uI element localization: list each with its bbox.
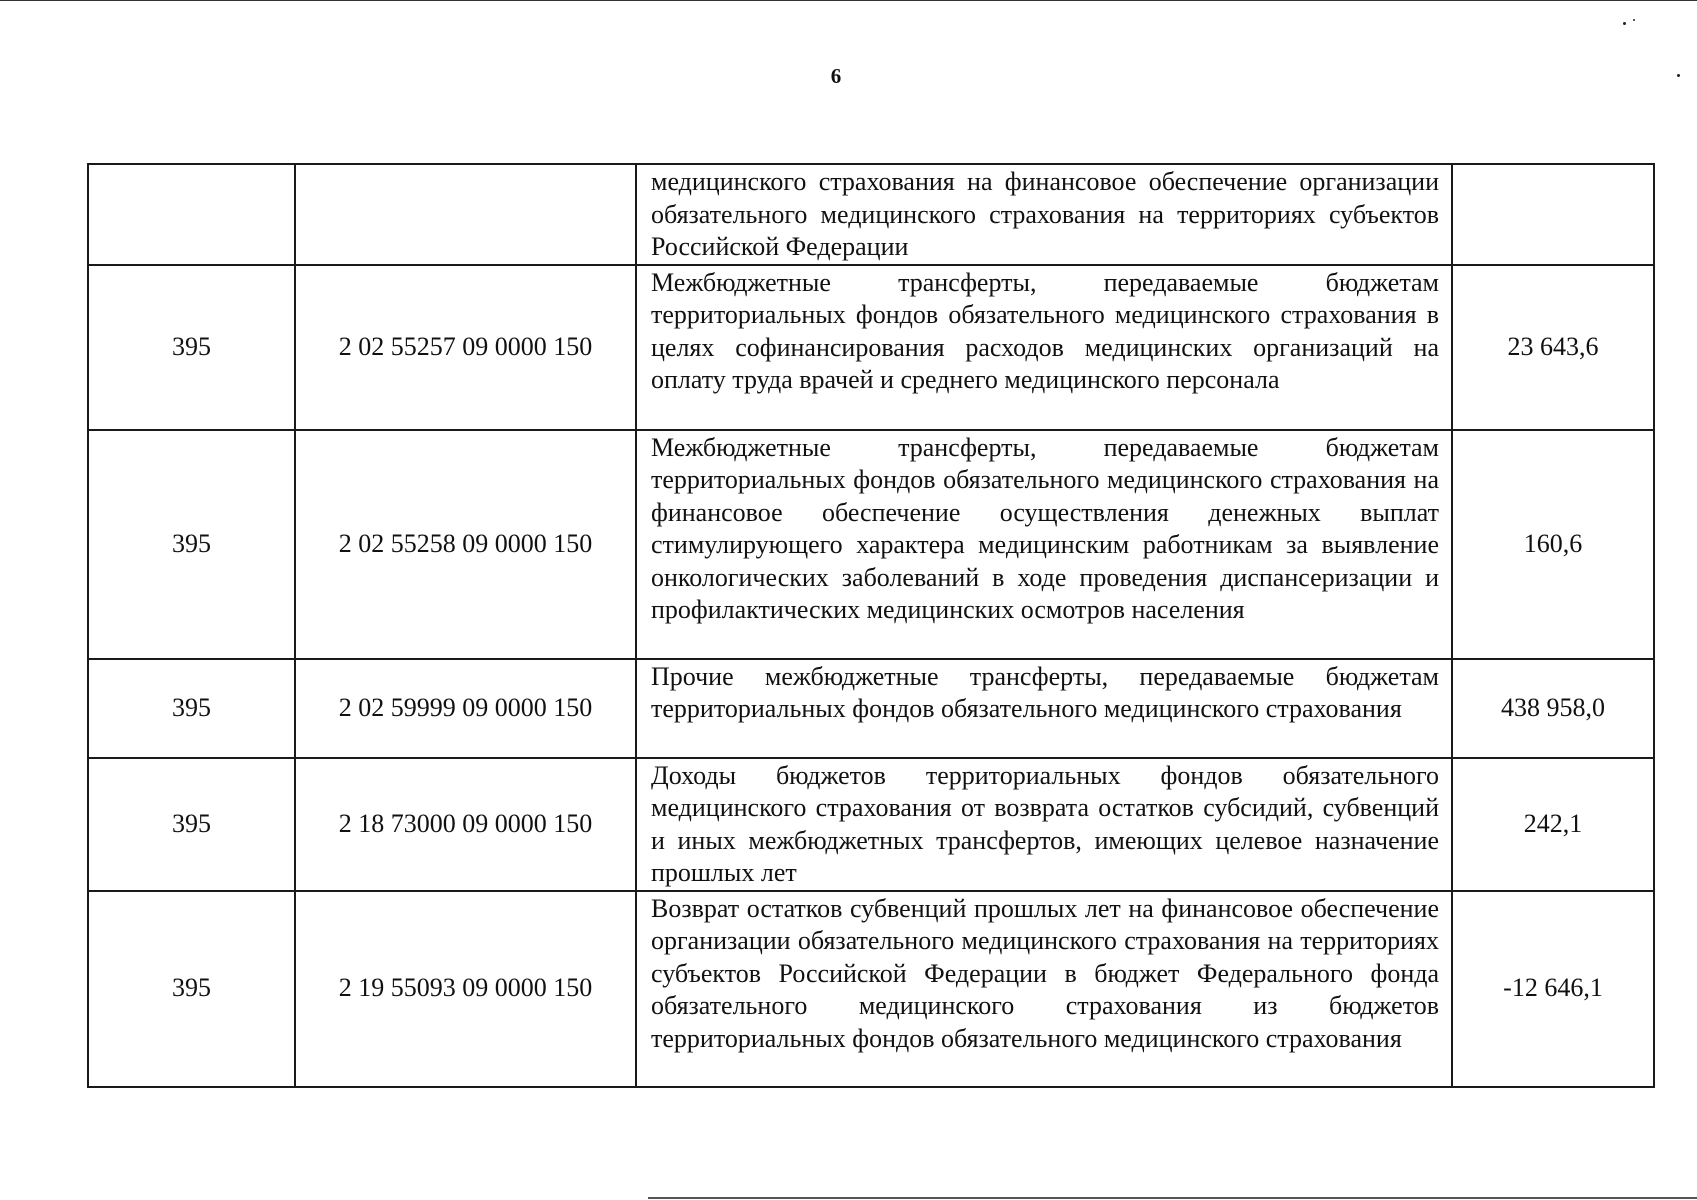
admin-code-cell: 395: [88, 265, 295, 430]
amount-cell: 160,6: [1452, 430, 1654, 659]
budget-code-cell: 2 02 55257 09 0000 150: [295, 265, 636, 430]
admin-code-cell: 395: [88, 758, 295, 891]
scan-speck: [1623, 22, 1626, 25]
scan-speck: [1677, 74, 1680, 77]
budget-code-cell: 2 19 55093 09 0000 150: [295, 891, 636, 1087]
scan-edge-bottom: [648, 1197, 1697, 1199]
table-row: [88, 891, 1654, 1087]
amount-cell: 242,1: [1452, 758, 1654, 891]
amount-cell: 438 958,0: [1452, 659, 1654, 758]
admin-code-cell: [88, 164, 295, 265]
revenue-name-cell: Межбюджетные трансферты, передаваемые бюджетам территориальных фондов обязательного медицинского страхования в целях софинансирования расходов медицинских организаций на оплату труда врачей и среднего медицинского персонала: [636, 265, 1452, 430]
admin-code-cell: 395: [88, 891, 295, 1087]
admin-code-cell: 395: [88, 430, 295, 659]
budget-code-cell: 2 02 59999 09 0000 150: [295, 659, 636, 758]
revenue-name-cell: медицинского страхования на финансовое обеспечение организации обязательного медицинского страхования на территориях субъектов Российской Федерации: [636, 164, 1452, 265]
scan-edge-top: [0, 0, 1697, 1]
budget-code-cell: 2 02 55258 09 0000 150: [295, 430, 636, 659]
page-number: 6: [830, 64, 842, 88]
revenue-name-cell: Доходы бюджетов территориальных фондов обязательного медицинского страхования от возврата остатков субсидий, субвенций и иных межбюджетных трансфертов, имеющих целевое назначение прошлых лет: [636, 758, 1452, 891]
budget-code-cell: 2 18 73000 09 0000 150: [295, 758, 636, 891]
amount-cell: 23 643,6: [1452, 265, 1654, 430]
table-row: [88, 758, 1654, 891]
table-row: [88, 265, 1654, 430]
admin-code-cell: 395: [88, 659, 295, 758]
revenue-name-cell: Прочие межбюджетные трансферты, передаваемые бюджетам территориальных фондов обязательного медицинского страхования: [636, 659, 1452, 758]
table-row: [88, 659, 1654, 758]
budget-code-cell: [295, 164, 636, 265]
revenue-table: [87, 163, 1655, 1088]
amount-cell: -12 646,1: [1452, 891, 1654, 1087]
scan-speck: [1633, 19, 1635, 21]
table-row: [88, 164, 1654, 265]
revenue-name-cell: Межбюджетные трансферты, передаваемые бюджетам территориальных фондов обязательного медицинского страхования на финансовое обеспечение осуществления денежных выплат стимулирующего характера медицинским работникам за выявление онкологических заболеваний в ходе проведения диспансеризации и профилактических медицинских осмотров населения: [636, 430, 1452, 659]
table-row: [88, 430, 1654, 659]
amount-cell: [1452, 164, 1654, 265]
revenue-name-cell: Возврат остатков субвенций прошлых лет на финансовое обеспечение организации обязательного медицинского страхования на территориях субъектов Российской Федерации в бюджет Федерального фонда обязательного медицинского страхования из бюджетов территориальных фондов обязательного медицинского страхования: [636, 891, 1452, 1087]
